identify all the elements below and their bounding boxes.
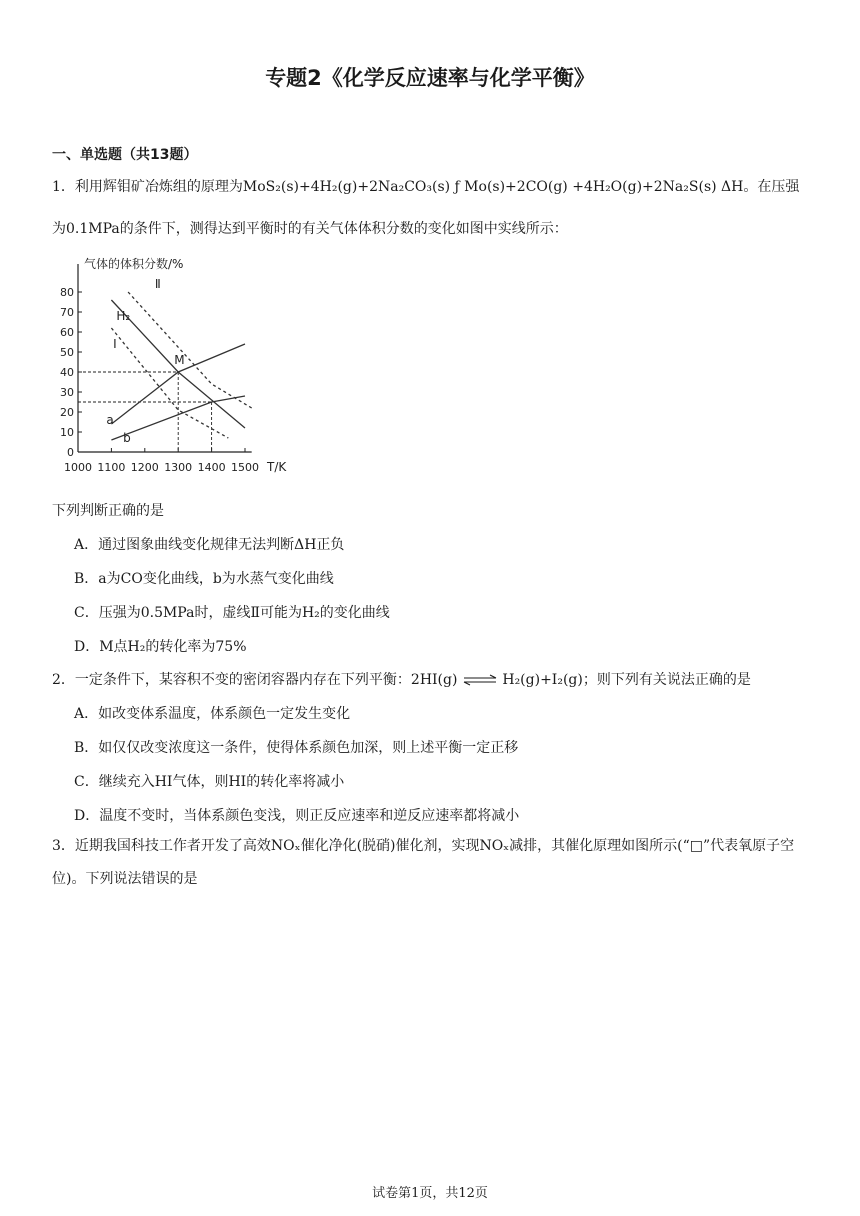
volume-fraction-chart — [58, 250, 308, 480]
y-tick-label: 80 — [60, 286, 74, 299]
chart-svg — [58, 250, 308, 476]
y-tick-label: 60 — [60, 326, 74, 339]
x-tick-label: 1000 — [64, 461, 92, 474]
series-label: b — [123, 431, 131, 445]
page-title: 专题2《化学反应速率与化学平衡》 — [265, 66, 595, 90]
q1-suffix: 。在压强 — [743, 179, 800, 195]
series-line-Ⅱ — [128, 292, 252, 408]
y-tick-label: 10 — [60, 426, 74, 439]
q2-option-a[interactable]: A．如改变体系温度，体系颜色一定发生变化 — [74, 706, 351, 722]
series-label: H₂ — [116, 309, 131, 323]
x-tick-label: 1500 — [231, 461, 259, 474]
x-tick-label: 1300 — [164, 461, 193, 474]
q1-line1 — [52, 176, 799, 196]
equilibrium-arrow-icon — [462, 674, 498, 686]
q1-line2: 为0.1MPa的条件下，测得达到平衡时的有关气体体积分数的变化如图中实线所示： — [52, 221, 568, 237]
q1-prompt: 下列判断正确的是 — [52, 503, 164, 519]
series-label: a — [106, 413, 114, 427]
y-tick-label: 0 — [67, 446, 74, 459]
y-tick-label: 40 — [60, 366, 74, 379]
point-label-M: M — [174, 353, 185, 367]
series-label: Ⅰ — [113, 337, 117, 351]
x-tick-label: 1200 — [130, 461, 159, 474]
y-tick-label: 20 — [60, 406, 74, 419]
x-axis-label: T/K — [267, 460, 287, 474]
y-axis-label: 气体的体积分数/% — [84, 257, 184, 271]
q2-option-d[interactable]: D．温度不变时，当体系颜色变浅，则正反应速率和逆反应速率都将减小 — [74, 808, 520, 824]
q2-option-b[interactable]: B．如仅仅改变浓度这一条件，使得体系颜色加深，则上述平衡一定正移 — [74, 740, 519, 756]
y-tick-label: 70 — [60, 306, 74, 319]
x-tick-label: 1400 — [197, 461, 226, 474]
q2-stem-suffix: H₂(g)+I₂(g)；则下列有关说法正确的是 — [502, 672, 751, 688]
series-label: Ⅱ — [154, 277, 161, 291]
q1-equation: MoS₂(s)+4H₂(g)+2Na₂CO₃(s) ƒ Mo(s)+2CO(g) +4H₂O(g)+2Na₂S(s) ΔH — [242, 179, 744, 195]
x-tick-label: 1100 — [97, 461, 126, 474]
q2-option-c[interactable]: C．继续充入HI气体，则HI的转化率将减小 — [74, 774, 345, 790]
q1-option-d[interactable]: D．M点H₂的转化率为75% — [74, 639, 247, 655]
q1-option-a[interactable]: A．通过图象曲线变化规律无法判断ΔH正负 — [74, 537, 345, 553]
section-heading: 一、单选题（共13题） — [52, 147, 198, 163]
y-tick-label: 50 — [60, 346, 74, 359]
q1-prefix: 1．利用辉钼矿冶炼组的原理为 — [52, 179, 243, 195]
y-tick-label: 30 — [60, 386, 74, 399]
q2-stem-prefix: 2．一定条件下，某容积不变的密闭容器内存在下列平衡：2HI(g) — [52, 672, 458, 688]
page-footer: 试卷第1页，共12页 — [372, 1186, 488, 1201]
q1-option-c[interactable]: C．压强为0.5MPa时，虚线Ⅱ可能为H₂的变化曲线 — [74, 605, 390, 621]
q1-option-b[interactable]: B．a为CO变化曲线，b为水蒸气变化曲线 — [74, 571, 334, 587]
q3-stem: 3．近期我国科技工作者开发了高效NOₓ催化净化(脱硝)催化剂，实现NOₓ减排，其催化原理如图所示(“□”代表氧原子空位)。下列说法错误的是 — [52, 838, 795, 887]
q2-stem — [52, 669, 751, 689]
